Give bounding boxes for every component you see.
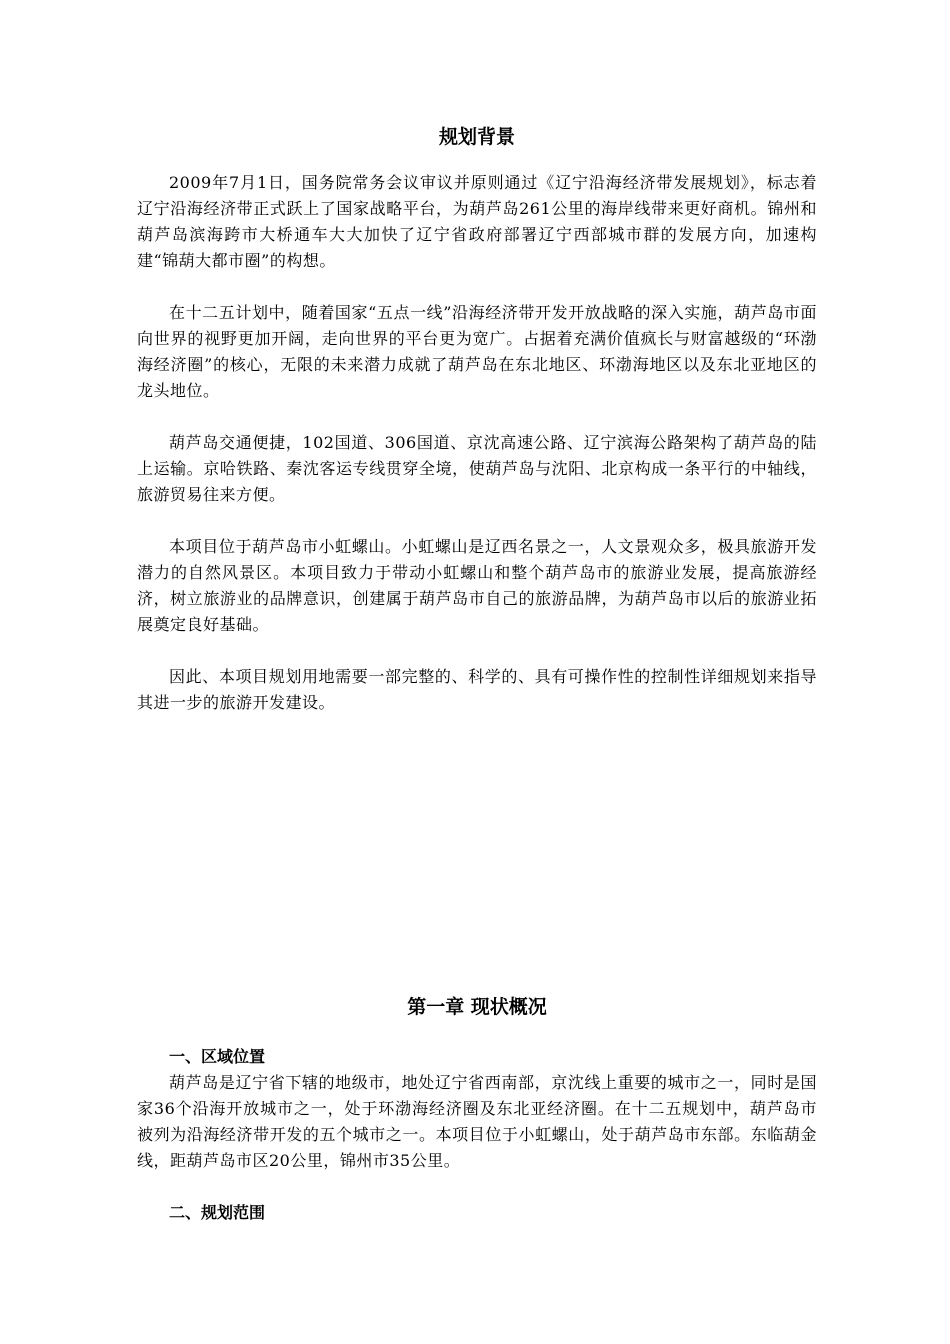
background-paragraph-2: 在十二五计划中，随着国家“五点一线”沿海经济带开发开放战略的深入实施，葫芦岛市面向世界的视野更加开阔，走向世界的平台更为宽广。占据着充满价值疯长与财富越级的“环渤海经济圈”的核心，无限的未来潜力成就了葫芦岛在东北地区、环渤海地区以及东北亚地区的龙头地位。: [137, 303, 817, 400]
regional-location-paragraph: 葫芦岛是辽宁省下辖的地级市，地处辽宁省西南部，京沈线上重要的城市之一，同时是国家36个沿海开放城市之一，处于环渤海经济圈及东北亚经济圈。在十二五规划中，葫芦岛市被列为沿海经济带开发的五个城市之一。本项目位于小虹螺山，处于葫芦岛市东部。东临葫金线，距葫芦岛市区20公里，锦州市35公里。: [137, 1073, 817, 1170]
background-paragraph-3: 葫芦岛交通便捷，102国道、306国道、京沈高速公路、辽宁滨海公路架构了葫芦岛的陆上运输。京哈铁路、秦沈客运专线贯穿全境，使葫芦岛与沈阳、北京构成一条平行的中轴线，旅游贸易往来方便。: [137, 433, 817, 504]
chapter-one-title: 第一章 现状概况: [407, 996, 547, 1018]
chapter-one-section: [137, 992, 817, 1226]
background-paragraph-4: 本项目位于葫芦岛市小虹螺山。小虹螺山是辽西名景之一，人文景观众多，极具旅游开发潜力的自然风景区。本项目致力于带动小虹螺山和整个葫芦岛市的旅游业发展，提高旅游经济，树立旅游业的品牌意识，创建属于葫芦岛市自己的旅游品牌，为葫芦岛市以后的旅游业拓展奠定良好基础。: [137, 537, 817, 634]
background-paragraph-1: 2009年7月1日，国务院常务会议审议并原则通过《辽宁沿海经济带发展规划》，标志着辽宁沿海经济带正式跃上了国家战略平台，为葫芦岛261公里的海岸线带来更好商机。锦州和葫芦岛滨海跨市大桥通车大大加快了辽宁省政府部署辽宁西部城市群的发展方向，加速构建“锦葫大都市圈”的构想。: [137, 173, 817, 270]
planning-scope-heading: 二、规划范围: [169, 1203, 266, 1222]
regional-location-heading: 一、区域位置: [169, 1047, 266, 1066]
planning-background-title: 规划背景: [438, 126, 515, 148]
background-paragraph-5: 因此、本项目规划用地需要一部完整的、科学的、具有可操作性的控制性详细规划来指导其进一步的旅游开发建设。: [137, 667, 817, 712]
planning-background-section: [137, 122, 817, 742]
